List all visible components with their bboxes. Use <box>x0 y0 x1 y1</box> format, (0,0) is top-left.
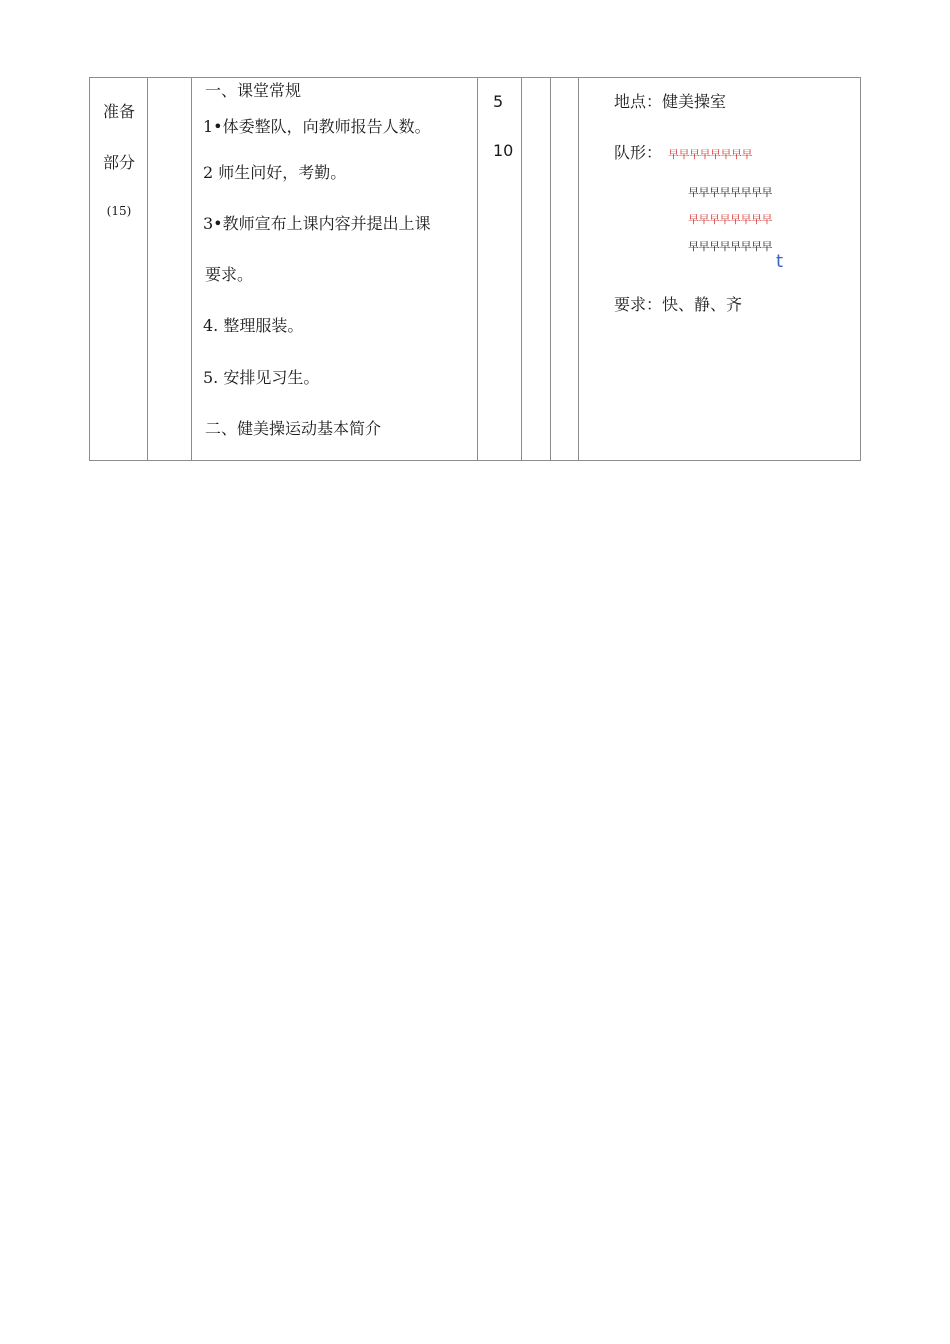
content-item-4: 4. 整理服装。 <box>203 316 304 335</box>
content-item-2: 2 师生问好，考勤。 <box>203 163 347 182</box>
section-name-line2: 部分 <box>102 153 135 172</box>
section-name-line1: 准备 <box>102 102 135 121</box>
content-item-3-line1: 3•教师宣布上课内容并提出上课 <box>203 214 431 233</box>
content-item-3-line2: 要求。 <box>205 265 254 284</box>
time-value-1: 5 <box>493 92 504 111</box>
column-divider <box>191 78 192 460</box>
content-heading-intro: 二、健美操运动基本简介 <box>205 419 382 438</box>
column-divider <box>477 78 478 460</box>
time-value-2: 10 <box>493 141 514 160</box>
column-divider <box>578 78 579 460</box>
lesson-plan-table <box>89 77 861 461</box>
requirement-text: 要求：快、静、齐 <box>614 295 743 314</box>
formation-row-4: 早早早早早早早早 <box>688 240 772 253</box>
location-text: 地点：健美操室 <box>614 92 727 111</box>
section-minutes: (15) <box>106 204 132 218</box>
content-item-5: 5. 安排见习生。 <box>203 368 320 387</box>
formation-row-1: 早早早早早早早早 <box>668 148 752 161</box>
formation-row-3: 早早早早早早早早 <box>688 213 772 226</box>
content-item-1: 1•体委整队，向教师报告人数。 <box>203 117 431 136</box>
formation-label: 队形： <box>614 143 663 162</box>
content-heading-routine: 一、课堂常规 <box>205 81 302 100</box>
column-divider <box>550 78 551 460</box>
teacher-position-icon: t <box>776 251 784 272</box>
column-divider <box>147 78 148 460</box>
column-divider <box>521 78 522 460</box>
formation-row-2: 早早早早早早早早 <box>688 186 772 199</box>
